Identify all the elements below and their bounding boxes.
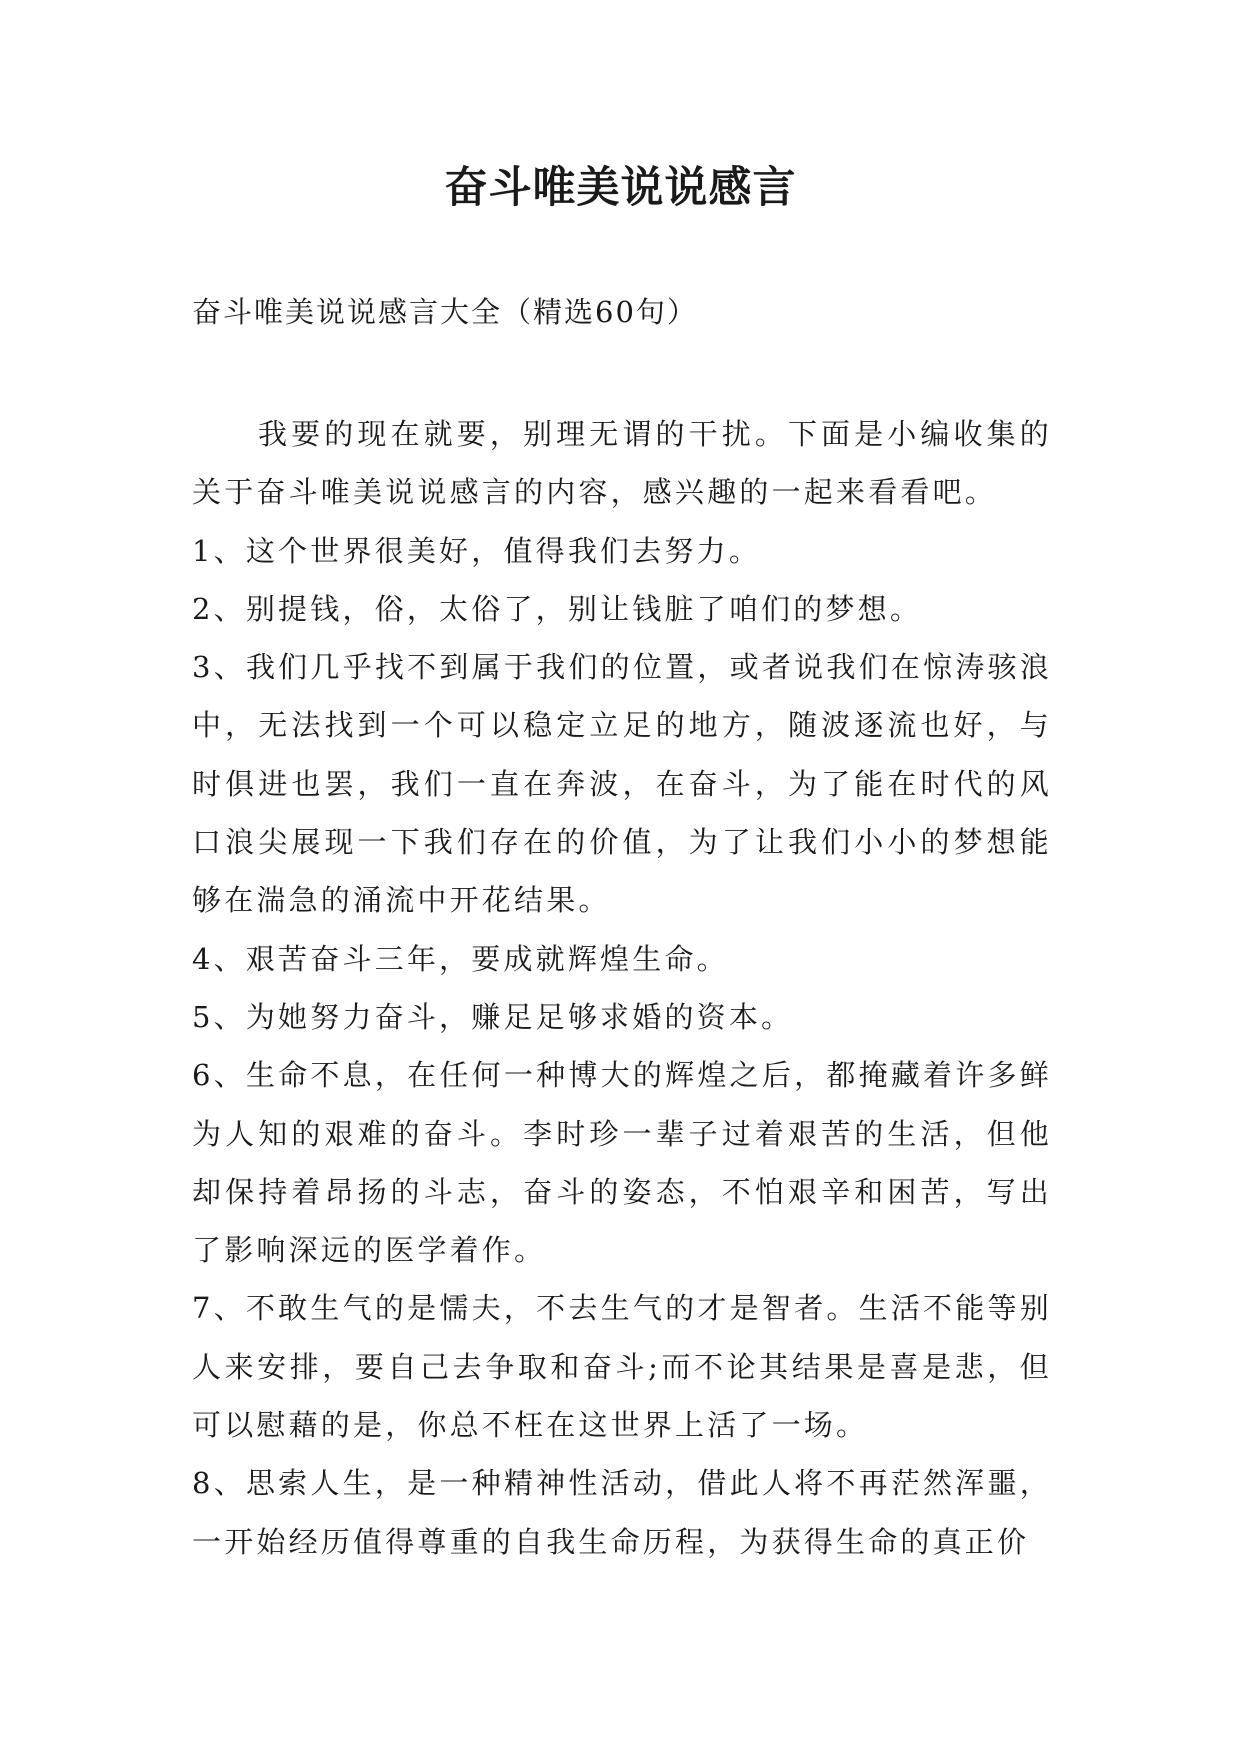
document-body xyxy=(192,405,1052,1571)
list-item: 2、别提钱，俗，太俗了，别让钱脏了咱们的梦想。 xyxy=(192,591,923,626)
list-item: 6、生命不息，在任何一种博大的辉煌之后，都掩藏着许多鲜为人知的艰难的奋斗。李时珍一辈子过着艰苦的生活，但他却保持着昂扬的斗志，奋斗的姿态，不怕艰辛和困苦，写出了影响深远的医学着作。 xyxy=(192,1058,1052,1268)
document-subtitle: 奋斗唯美说说感言大全（精选60句） xyxy=(192,295,698,329)
list-item: 7、不敢生气的是懦夫，不去生气的才是智者。生活不能等别人来安排，要自己去争取和奋斗;而不论其结果是喜是悲，但可以慰藉的是，你总不枉在这世界上活了一场。 xyxy=(192,1291,1052,1443)
list-item: 8、思索人生，是一种精神性活动，借此人将不再茫然浑噩，一开始经历值得尊重的自我生命历程，为获得生命的真正价 xyxy=(192,1466,1052,1559)
list-item: 3、我们几乎找不到属于我们的位置，或者说我们在惊涛骇浪中，无法找到一个可以稳定立足的地方，随波逐流也好，与时俱进也罢，我们一直在奔波，在奋斗，为了能在时代的风口浪尖展现一下我们存在的价值，为了让我们小小的梦想能够在湍急的涌流中开花结果。 xyxy=(192,650,1052,918)
list-item: 4、艰苦奋斗三年，要成就辉煌生命。 xyxy=(192,941,729,976)
list-item: 5、为她努力奋斗，赚足足够求婚的资本。 xyxy=(192,999,794,1034)
document-title: 奋斗唯美说说感言 xyxy=(444,163,797,213)
list-item: 1、这个世界很美好，值得我们去努力。 xyxy=(192,533,762,568)
intro-paragraph: 我要的现在就要，别理无谓的干扰。下面是小编收集的关于奋斗唯美说说感言的内容，感兴趣的一起来看看吧。 xyxy=(192,417,1052,510)
